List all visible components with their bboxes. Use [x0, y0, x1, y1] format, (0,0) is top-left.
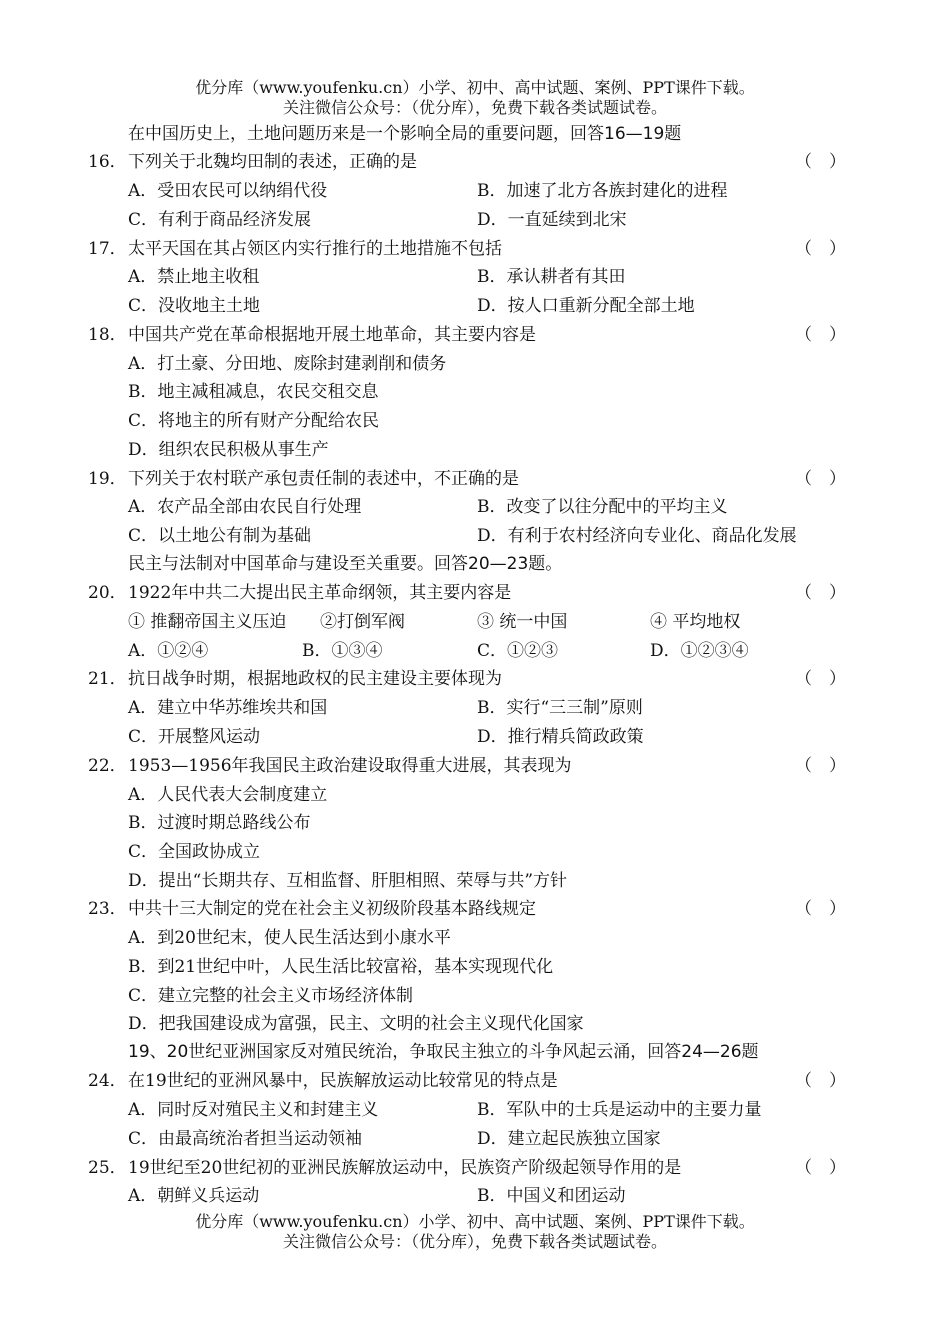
question-number: 20．	[88, 583, 127, 603]
item-3: ③ 统一中国	[477, 612, 568, 632]
answer-blank: （ ）	[795, 239, 846, 259]
answer-blank: （ ）	[795, 469, 846, 489]
question-number: 23．	[88, 899, 127, 919]
option-b: B．军队中的士兵是运动中的主要力量	[477, 1100, 762, 1120]
option-c: C．①②③	[477, 641, 559, 661]
question-stem: 1922年中共二大提出民主革命纲领，其主要内容是	[128, 583, 512, 603]
question-number: 16．	[88, 152, 127, 172]
option-b: B．实行“三三制”原则	[477, 698, 643, 718]
option-b: B．改变了以往分配中的平均主义	[477, 497, 728, 517]
option-b: B．中国义和团运动	[477, 1186, 626, 1206]
option-b: B．承认耕者有其田	[477, 267, 626, 287]
option-c: C．全国政协成立	[128, 842, 261, 862]
option-b: B．过渡时期总路线公布	[128, 813, 311, 833]
option-a: A．同时反对殖民主义和封建主义	[128, 1100, 379, 1120]
option-d: D．有利于农村经济向专业化、商品化发展	[477, 526, 797, 546]
option-a: A．农产品全部由农民自行处理	[128, 497, 362, 517]
question-stem: 在19世纪的亚洲风暴中，民族解放运动比较常见的特点是	[128, 1071, 558, 1091]
question-stem: 1953—1956年我国民主政治建设取得重大进展，其表现为	[128, 756, 572, 776]
answer-blank: （ ）	[795, 899, 846, 919]
answer-blank: （ ）	[795, 325, 846, 345]
option-c: C．有利于商品经济发展	[128, 210, 312, 230]
section-heading-asia: 19、20世纪亚洲国家反对殖民统治，争取民主独立的斗争风起云涌，回答24—26题	[128, 1042, 759, 1062]
question-number: 19．	[88, 469, 127, 489]
answer-blank: （ ）	[795, 152, 846, 172]
option-a: A．朝鲜义兵运动	[128, 1186, 260, 1206]
option-d: D．①②③④	[650, 641, 749, 661]
question-stem: 抗日战争时期，根据地政权的民主建设主要体现为	[128, 669, 502, 689]
header-line-2: 关注微信公众号：（优分库），免费下载各类试题试卷。	[282, 98, 667, 117]
option-a: A．受田农民可以纳绢代役	[128, 181, 328, 201]
question-stem: 中国共产党在革命根据地开展土地革命，其主要内容是	[128, 325, 536, 345]
option-c: C．建立完整的社会主义市场经济体制	[128, 986, 414, 1006]
header-line-1: 优分库（www.youfenku.cn）小学、初中、高中试题、案例、PPT课件下载。	[195, 78, 755, 97]
option-a: A．①②④	[128, 641, 209, 661]
option-d: D．提出“长期共存、互相监督、肝胆相照、荣辱与共”方针	[128, 871, 568, 891]
section-heading-land: 在中国历史上，土地问题历来是一个影响全局的重要问题，回答16—19题	[128, 124, 682, 144]
answer-blank: （ ）	[795, 583, 846, 603]
item-1: ① 推翻帝国主义压迫	[128, 612, 287, 632]
item-4: ④ 平均地权	[650, 612, 741, 632]
question-number: 18．	[88, 325, 127, 345]
question-number: 24．	[88, 1071, 127, 1091]
option-a: A．到20世纪末，使人民生活达到小康水平	[128, 928, 451, 948]
question-number: 22．	[88, 756, 127, 776]
option-c: C．将地主的所有财产分配给农民	[128, 411, 380, 431]
option-b: B．①③④	[302, 641, 383, 661]
option-a: A．禁止地主收租	[128, 267, 260, 287]
section-heading-democracy: 民主与法制对中国革命与建设至关重要。回答20—23题。	[128, 554, 563, 574]
option-c: C．以土地公有制为基础	[128, 526, 312, 546]
question-stem: 中共十三大制定的党在社会主义初级阶段基本路线规定	[128, 899, 536, 919]
question-number: 21．	[88, 669, 127, 689]
answer-blank: （ ）	[795, 756, 846, 776]
question-number: 17．	[88, 239, 127, 259]
option-a: A．人民代表大会制度建立	[128, 785, 328, 805]
option-a: A．打土豪、分田地、废除封建剥削和债务	[128, 354, 447, 374]
option-d: D．把我国建设成为富强，民主、文明的社会主义现代化国家	[128, 1014, 584, 1034]
answer-blank: （ ）	[795, 1071, 846, 1091]
option-d: D．推行精兵简政政策	[477, 727, 644, 747]
option-b: B．到21世纪中叶，人民生活比较富裕，基本实现现代化	[128, 957, 554, 977]
item-2: ②打倒军阀	[320, 612, 405, 632]
question-stem: 下列关于农村联产承包责任制的表述中，不正确的是	[128, 469, 519, 489]
option-c: C．开展整风运动	[128, 727, 261, 747]
option-d: D．建立起民族独立国家	[477, 1129, 661, 1149]
option-c: C．没收地主土地	[128, 296, 261, 316]
footer-line-2: 关注微信公众号：（优分库），免费下载各类试题试卷。	[282, 1232, 667, 1251]
footer-line-1: 优分库（www.youfenku.cn）小学、初中、高中试题、案例、PPT课件下载。	[195, 1212, 755, 1231]
option-c: C．由最高统治者担当运动领袖	[128, 1129, 363, 1149]
option-d: D．按人口重新分配全部土地	[477, 296, 695, 316]
answer-blank: （ ）	[795, 669, 846, 689]
option-d: D．一直延续到北宋	[477, 210, 627, 230]
option-a: A．建立中华苏维埃共和国	[128, 698, 328, 718]
option-d: D．组织农民积极从事生产	[128, 440, 329, 460]
question-number: 25．	[88, 1158, 127, 1178]
question-stem: 19世纪至20世纪初的亚洲民族解放运动中，民族资产阶级起领导作用的是	[128, 1158, 682, 1178]
question-stem: 下列关于北魏均田制的表述，正确的是	[128, 152, 417, 172]
option-b: B．加速了北方各族封建化的进程	[477, 181, 728, 201]
answer-blank: （ ）	[795, 1158, 846, 1178]
option-b: B．地主减租减息，农民交租交息	[128, 382, 379, 402]
question-stem: 太平天国在其占领区内实行推行的土地措施不包括	[128, 239, 502, 259]
